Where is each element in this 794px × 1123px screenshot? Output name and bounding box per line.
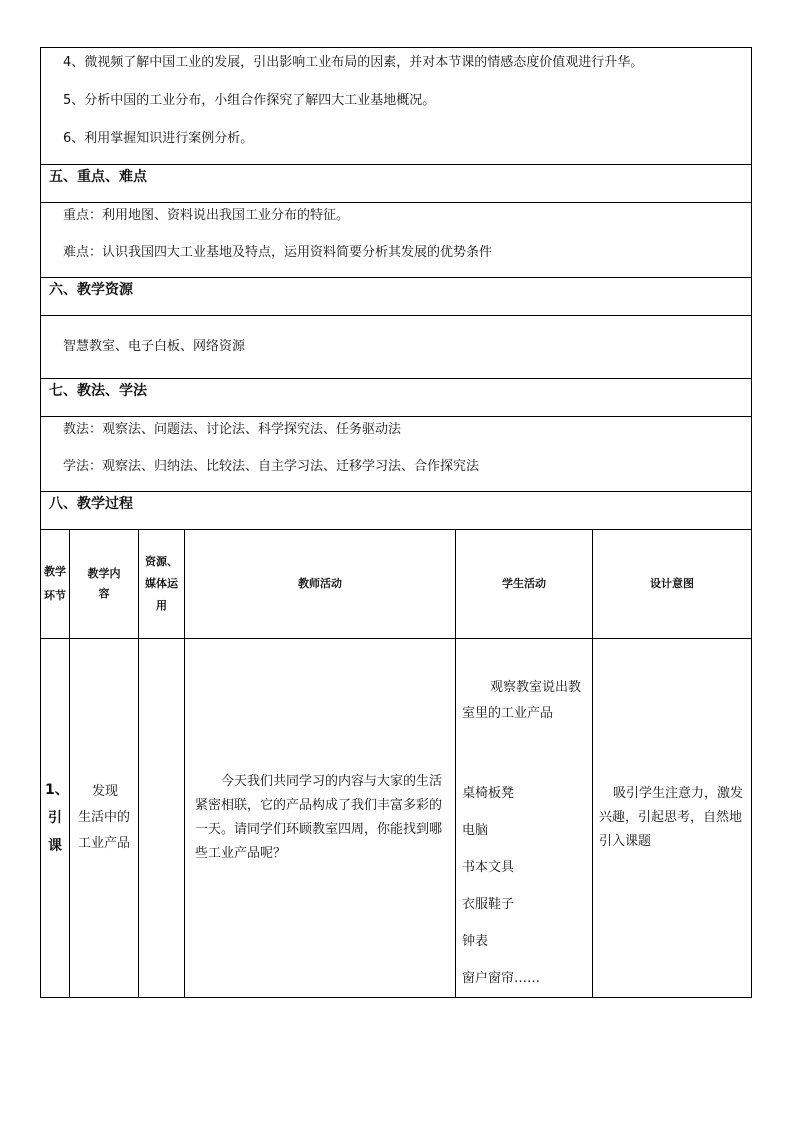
teaching-methods-line: 教法：观察法、问题法、讨论法、科学探究法、任务驱动法 bbox=[63, 422, 402, 437]
section8-title: 八、教学过程 bbox=[41, 492, 752, 530]
section4-body-row bbox=[41, 48, 752, 165]
row1-design-intent: 吸引学生注意力，激发兴趣，引起思考，自然地引入课题 bbox=[593, 639, 752, 998]
header-resource: 资源、媒体运用 bbox=[139, 530, 185, 639]
section7-title: 七、教法、学法 bbox=[41, 379, 752, 417]
row1-teacher-activity: 今天我们共同学习的内容与大家的生活紧密相联，它的产品构成了我们丰富多彩的一天。请同学们环顾教室四周，你能找到哪些工业产品呢？ bbox=[185, 639, 456, 998]
resources-line: 智慧教室、电子白板、网络资源 bbox=[63, 339, 246, 354]
student-item: 书本文具 bbox=[462, 860, 515, 875]
section5-body bbox=[41, 203, 752, 278]
section5-header-row bbox=[41, 165, 752, 203]
student-activity-intro: 观察教室说出教室里的工业产品 bbox=[462, 680, 582, 721]
learning-methods-line: 学法：观察法、归纳法、比较法、自主学习法、迁移学习法、合作探究法 bbox=[63, 459, 480, 474]
student-item: 电脑 bbox=[462, 823, 489, 838]
lesson-plan-table bbox=[40, 47, 752, 998]
objective-line-4: 4、微视频了解中国工业的发展，引出影响工业布局的因素，并对本节课的情感态度价值观进行升华。 bbox=[63, 55, 644, 70]
row1-student-activity bbox=[456, 639, 593, 998]
section8-header-row bbox=[41, 492, 752, 530]
section5-body-row bbox=[41, 203, 752, 278]
header-content: 教学内容 bbox=[70, 530, 139, 639]
section7-body-row bbox=[41, 417, 752, 492]
student-item: 桌椅板凳 bbox=[462, 786, 515, 801]
section4-body bbox=[41, 48, 752, 165]
row1-content: 发现生活中的工业产品 bbox=[70, 639, 139, 998]
section7-header-row bbox=[41, 379, 752, 417]
section6-body-row bbox=[41, 316, 752, 379]
section6-header-row bbox=[41, 278, 752, 316]
section7-body bbox=[41, 417, 752, 492]
objective-line-6: 6、利用掌握知识进行案例分析。 bbox=[63, 131, 254, 146]
process-row-1 bbox=[41, 639, 752, 998]
header-stage: 教学环节 bbox=[41, 530, 70, 639]
header-design: 设计意图 bbox=[593, 530, 752, 639]
lesson-plan-sheet bbox=[40, 47, 751, 998]
student-item: 衣服鞋子 bbox=[462, 897, 515, 912]
key-point-line: 重点：利用地图、资料说出我国工业分布的特征。 bbox=[63, 208, 350, 223]
student-item: 钟表 bbox=[462, 934, 489, 949]
section6-body bbox=[41, 316, 752, 379]
header-teacher: 教师活动 bbox=[185, 530, 456, 639]
row1-resource bbox=[139, 639, 185, 998]
difficult-point-line: 难点：认识我国四大工业基地及特点，运用资料简要分析其发展的优势条件 bbox=[63, 245, 493, 260]
objective-line-5: 5、分析中国的工业分布，小组合作探究了解四大工业基地概况。 bbox=[63, 93, 436, 108]
student-item: 窗户窗帘…… bbox=[462, 971, 541, 986]
process-header-row bbox=[41, 530, 752, 639]
row1-stage: 1、引课 bbox=[41, 639, 70, 998]
section6-title: 六、教学资源 bbox=[41, 278, 752, 316]
header-student: 学生活动 bbox=[456, 530, 593, 639]
section5-title: 五、重点、难点 bbox=[41, 165, 752, 203]
